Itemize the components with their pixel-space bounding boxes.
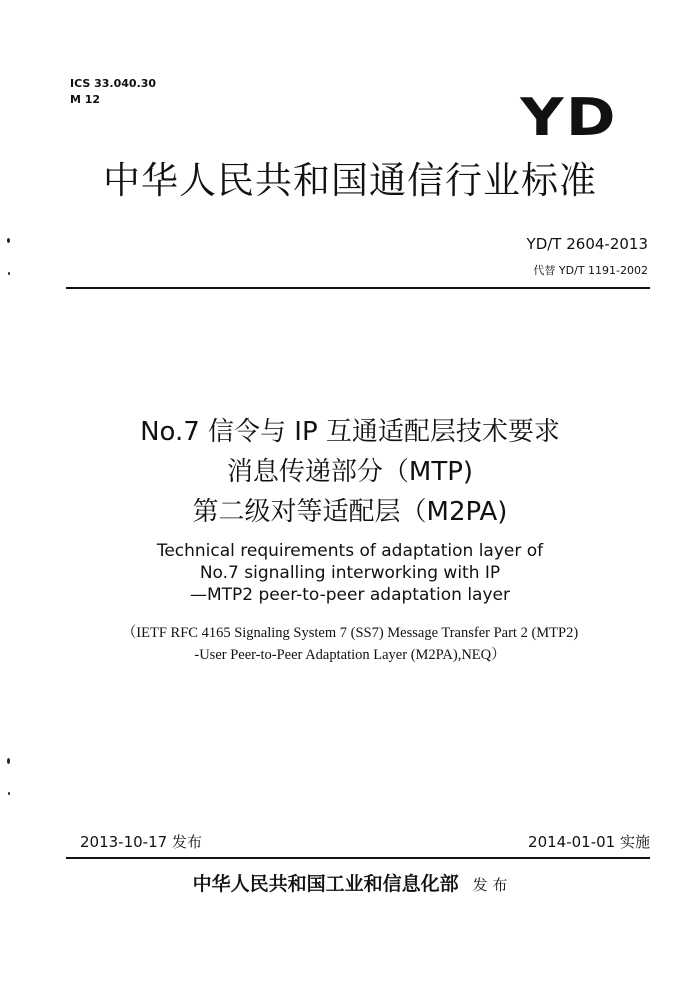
ics-code: ICS 33.040.30 xyxy=(70,77,157,90)
yd-logo: YD xyxy=(520,88,618,148)
footer-divider xyxy=(66,857,650,859)
standard-title: 中华人民共和国通信行业标准 xyxy=(103,159,597,202)
replaces-note: 代替 YD/T 1191-2002 xyxy=(533,264,648,277)
chinese-title-line-2: 消息传递部分（MTP) xyxy=(226,457,474,487)
english-title xyxy=(0,540,700,606)
implementation-date: 2014-01-01 实施 xyxy=(528,833,650,851)
scan-speck xyxy=(8,272,10,275)
issuing-authority xyxy=(0,870,700,899)
issuer-suffix: 发 布 xyxy=(472,876,508,894)
standard-number: YD/T 2604-2013 xyxy=(526,235,648,253)
ietf-reference-line-2: -User Peer-to-Peer Adaptation Layer (M2PA),NEQ） xyxy=(194,647,506,663)
scan-speck xyxy=(7,238,10,243)
header-divider xyxy=(66,287,650,289)
chinese-title-line-1: No.7 信令与 IP 互通适配层技术要求 xyxy=(140,417,560,447)
chinese-title-line-3: 第二级对等适配层（M2PA) xyxy=(192,497,508,527)
english-title-line-2: No.7 signalling interworking with IP xyxy=(199,563,501,583)
ietf-reference xyxy=(0,622,700,666)
english-title-line-1: Technical requirements of adaptation layer of xyxy=(156,541,544,561)
classification-codes xyxy=(70,76,156,108)
ietf-reference-line-1: （IETF RFC 4165 Signaling System 7 (SS7) Message Transfer Part 2 (MTP2) xyxy=(121,625,579,641)
scan-speck xyxy=(7,758,10,764)
issuer-name: 中华人民共和国工业和信息化部 xyxy=(192,873,459,895)
scan-speck xyxy=(8,792,10,795)
english-title-line-3: —MTP2 peer-to-peer adaptation layer xyxy=(189,585,510,605)
issue-date: 2013-10-17 发布 xyxy=(80,833,202,851)
ccs-code: M 12 xyxy=(70,93,101,106)
chinese-title xyxy=(0,412,700,532)
